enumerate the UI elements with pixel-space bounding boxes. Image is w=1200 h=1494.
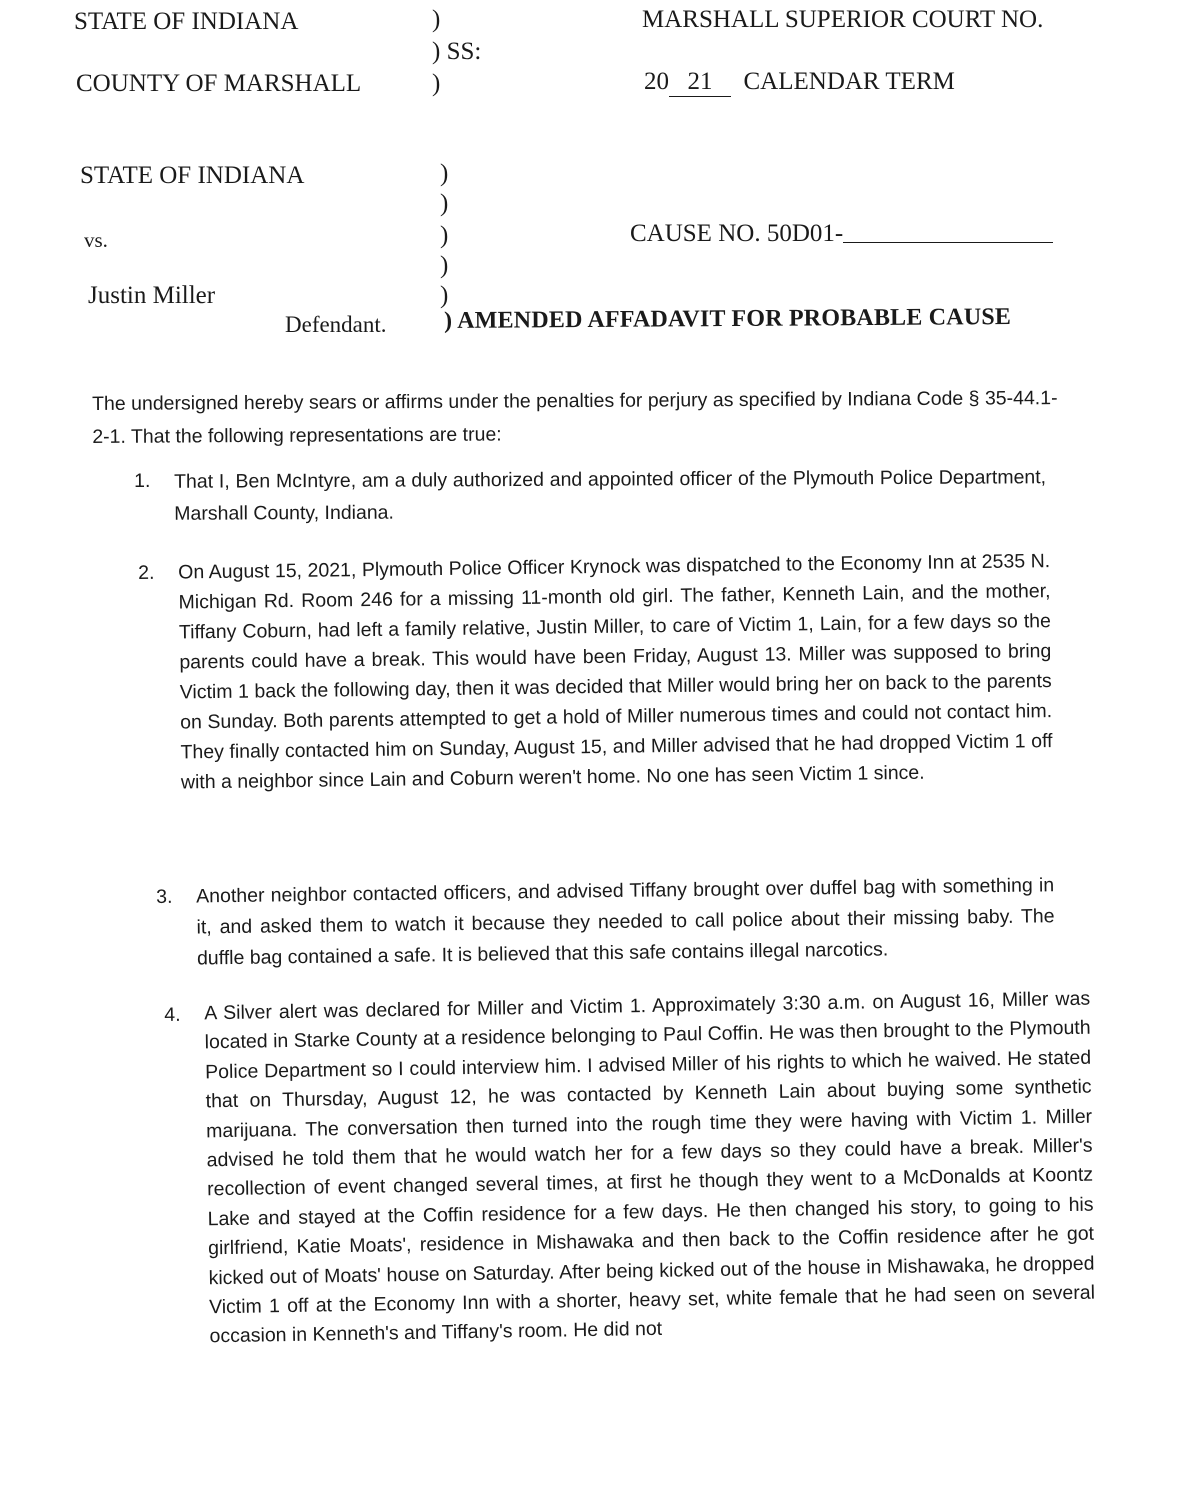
caption-paren-2: ) bbox=[432, 70, 441, 97]
list-item bbox=[156, 870, 1055, 970]
item-text: Another neighbor contacted officers, and advised Tiffany brought over duffel bag with something in it, and asked them to watch it because they needed to call police about their missing baby. The duffle bag contained a safe. It is believed that this safe contains illegal narcotics. bbox=[196, 874, 1055, 970]
defendant-label: Defendant. bbox=[285, 312, 387, 337]
cause-number-label: CAUSE NO. 50D01- bbox=[630, 220, 844, 247]
caption-paren-4: ) bbox=[440, 190, 449, 217]
caption-paren-5: ) bbox=[440, 222, 449, 249]
document-title: ) AMENDED AFFADAVIT FOR PROBABLE CAUSE bbox=[444, 304, 1012, 334]
court-name: MARSHALL SUPERIOR COURT NO. bbox=[642, 6, 1044, 33]
caption-paren-1: ) bbox=[432, 6, 441, 33]
item-number: 2. bbox=[138, 561, 155, 584]
caption-paren-3: ) bbox=[440, 160, 449, 187]
item-number: 3. bbox=[156, 885, 173, 908]
item-text: A Silver alert was declared for Miller and Victim 1. Approximately 3:30 a.m. on August 16, Miller was located in Starke County at a residence belonging to Paul Coffin. He was then brought to the Plymouth Police Department so I could interview him. I advised Miller of his rights to which he waived. He stated that on Thursday, August 12, he was contacted by Kenneth Lain about buying some synthetic marijuana. The conversation then turned into the rough time they were having with Victim 1. Miller advised he told them that he would watch her for a few days so they could have a break. Miller's recollection of event changed several times, at first he though they went to a McDonalds at Koontz Lake and stayed at the Coffin residence for a few days. He then changed his story, to going to his girlfriend, Katie Moats', residence in Mishawaka and then back to the Coffin residence after he got kicked out of Moats' house on Saturday. After being kicked out of the house in Mishawaka, he dropped Victim 1 off at the Economy Inn with a shorter, heavy set, white female that he had seen on several occasion in Kenneth's and Tiffany's room. He did not bbox=[204, 987, 1096, 1348]
versus: vs. bbox=[84, 228, 108, 252]
ss-marker: ) SS: bbox=[432, 38, 482, 65]
calendar-term bbox=[644, 68, 955, 97]
cause-number bbox=[630, 220, 1053, 248]
list-item bbox=[138, 546, 1053, 794]
state-left: STATE OF INDIANA bbox=[74, 8, 299, 35]
caption-paren-6: ) bbox=[440, 252, 449, 279]
county-left: COUNTY OF MARSHALL bbox=[76, 70, 362, 97]
caption-paren-7: ) bbox=[440, 282, 449, 309]
term-suffix: CALENDAR TERM bbox=[743, 68, 955, 95]
item-text: That I, Ben McIntyre, am a duly authorized and appointed officer of the Plymouth Police Department, Marshall County, Indiana. bbox=[174, 466, 1047, 525]
cause-number-blank bbox=[843, 220, 1053, 243]
defendant-name: Justin Miller bbox=[88, 282, 216, 309]
intro-paragraph: The undersigned hereby sears or affirms under the penalties for perjury as specified by Indiana Code § 35-44.1-2-1. That the following representations are true: bbox=[92, 387, 1058, 448]
plaintiff: STATE OF INDIANA bbox=[80, 162, 305, 189]
list-item bbox=[164, 985, 1096, 1348]
item-text: On August 15, 2021, Plymouth Police Officer Krynock was dispatched to the Economy Inn at 2535 N. Michigan Rd. Room 246 for a missing 11-month old girl. The father, Kenneth Lain, and the mother, Tiffany Coburn, had left a family relative, Justin Miller, to care of Victim 1, Lain, for a few days so the parents could have a break. This would have been Friday, August 13. Miller was supposed to bring Victim 1 back the following day, then it was decided that Miller would bring her on back to the parents on Sunday. Both parents attempted to get a hold of Miller numerous times and could not contact him. They finally contacted him on Sunday, August 15, and Miller advised that he had dropped Victim 1 off with a neighbor since Lain and Coburn weren't home. No one has seen Victim 1 since. bbox=[178, 550, 1053, 794]
item-number: 1. bbox=[134, 469, 151, 492]
item-number: 4. bbox=[164, 1003, 181, 1026]
term-prefix: 20 bbox=[644, 68, 669, 95]
term-year: 21 bbox=[669, 68, 731, 97]
list-item bbox=[134, 461, 1047, 525]
